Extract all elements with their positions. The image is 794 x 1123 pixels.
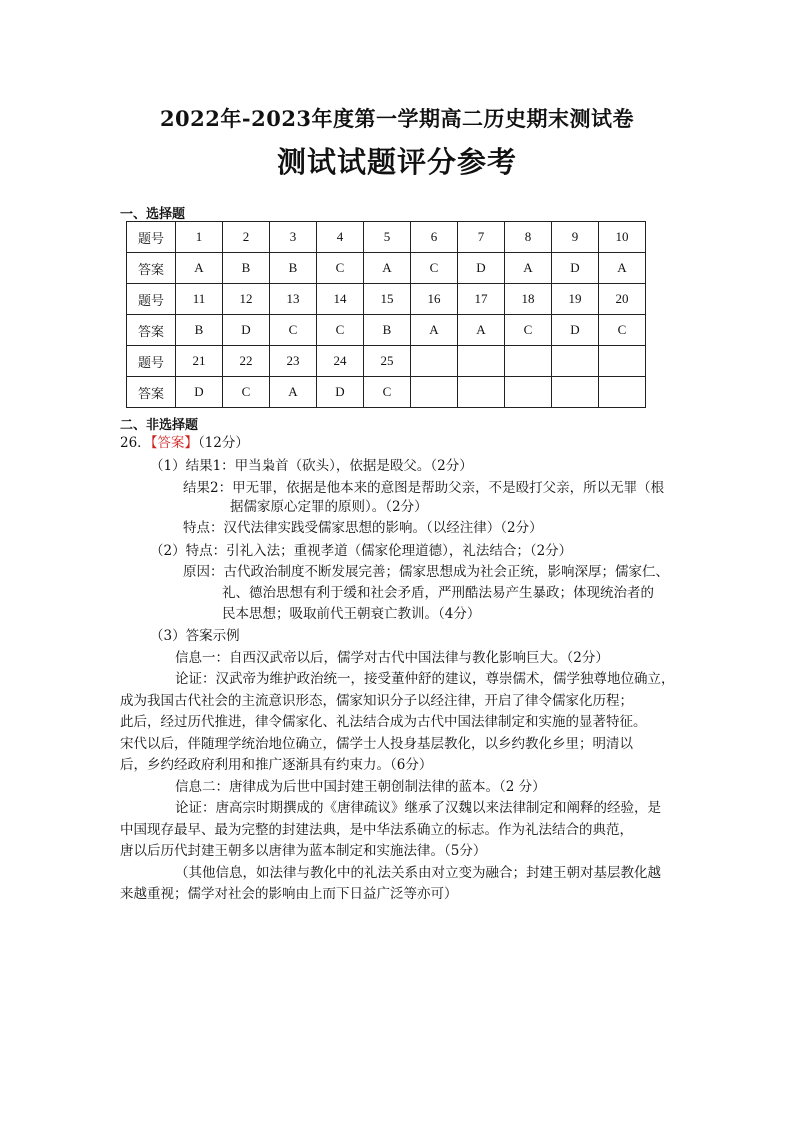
table-cell: 20 bbox=[599, 284, 646, 315]
table-cell: C bbox=[270, 315, 317, 346]
table-cell: 13 bbox=[270, 284, 317, 315]
table-cell: 22 bbox=[223, 346, 270, 377]
table-cell: A bbox=[411, 315, 458, 346]
table-row bbox=[127, 346, 646, 377]
answer-line: （3）答案示例 bbox=[150, 628, 240, 644]
table-row-header: 答案 bbox=[127, 377, 176, 408]
answer-line: 原因：古代政治制度不断发展完善；儒家思想成为社会正统，影响深厚；儒家仁、 bbox=[183, 564, 669, 580]
table-cell: 18 bbox=[505, 284, 552, 315]
table-cell: 12 bbox=[223, 284, 270, 315]
table-row bbox=[127, 377, 646, 408]
table-cell: A bbox=[458, 315, 505, 346]
answer-line: 后，乡约经政府利用和推广逐渐具有约束力。（6分） bbox=[120, 757, 433, 773]
answer-line: 宋代以后，伴随理学统治地位确立，儒学士人投身基层教化，以乡约教化乡里；明清以 bbox=[120, 736, 633, 752]
table-cell: 4 bbox=[317, 222, 364, 253]
question-number: 26． bbox=[120, 435, 151, 451]
answer-line: 民本思想；吸取前代王朝衰亡教训。（4分） bbox=[222, 606, 481, 622]
answer-line: 来越重视；儒学对社会的影响由上而下日益广泛等亦可） bbox=[120, 886, 458, 902]
answer-table bbox=[126, 221, 646, 408]
table-cell: 25 bbox=[364, 346, 411, 377]
table-cell: 21 bbox=[176, 346, 223, 377]
table-cell: 19 bbox=[552, 284, 599, 315]
table-row-header: 题号 bbox=[127, 346, 176, 377]
table-cell: 16 bbox=[411, 284, 458, 315]
table-cell: A bbox=[599, 253, 646, 284]
table-cell: 15 bbox=[364, 284, 411, 315]
answer-line: 据儒家原心定罪的原则）。（2分） bbox=[230, 499, 428, 515]
table-cell: 24 bbox=[317, 346, 364, 377]
answer-line: 信息二：唐律成为后世中国封建王朝创制法律的蓝本。（2 分） bbox=[175, 779, 546, 795]
table-cell: C bbox=[505, 315, 552, 346]
table-row-header: 答案 bbox=[127, 253, 176, 284]
table-cell: B bbox=[270, 253, 317, 284]
table-cell: D bbox=[176, 377, 223, 408]
table-row bbox=[127, 284, 646, 315]
table-cell bbox=[599, 377, 646, 408]
answer-line: 礼、德治思想有利于缓和社会矛盾，严刑酷法易产生暴政；体现统治者的 bbox=[222, 585, 654, 601]
table-cell bbox=[552, 346, 599, 377]
section-heading-choice: 一、选择题 bbox=[120, 207, 186, 222]
table-cell: C bbox=[599, 315, 646, 346]
table-row bbox=[127, 315, 646, 346]
table-cell: 3 bbox=[270, 222, 317, 253]
answer-line: 论证：汉武帝为维护政治统一，接受董仲舒的建议，尊崇儒术，儒学独尊地位确立， bbox=[175, 671, 675, 687]
answer-line: （1）结果1：甲当枭首（砍头），依据是殴父。（2分） bbox=[150, 458, 473, 474]
table-cell: A bbox=[176, 253, 223, 284]
table-cell: A bbox=[270, 377, 317, 408]
table-cell: A bbox=[505, 253, 552, 284]
table-row bbox=[127, 253, 646, 284]
table-cell bbox=[505, 377, 552, 408]
table-cell: B bbox=[176, 315, 223, 346]
table-cell: B bbox=[223, 253, 270, 284]
table-cell: D bbox=[552, 253, 599, 284]
table-cell bbox=[411, 377, 458, 408]
answer-line: 此后，经过历代推进，律令儒家化、礼法结合成为古代中国法律制定和实施的显著特征。 bbox=[120, 714, 647, 730]
table-row bbox=[127, 222, 646, 253]
table-cell: 7 bbox=[458, 222, 505, 253]
table-row-header: 答案 bbox=[127, 315, 176, 346]
table-cell: C bbox=[223, 377, 270, 408]
table-cell: 6 bbox=[411, 222, 458, 253]
table-cell: D bbox=[223, 315, 270, 346]
table-cell: D bbox=[552, 315, 599, 346]
table-cell: D bbox=[317, 377, 364, 408]
table-cell bbox=[505, 346, 552, 377]
answer-line: 唐以后历代封建王朝多以唐律为蓝本制定和实施法律。（5分） bbox=[120, 843, 487, 859]
exam-title: 2022年-2023年度第一学期高二历史期末测试卷 bbox=[159, 106, 635, 131]
table-cell bbox=[458, 346, 505, 377]
table-cell: 14 bbox=[317, 284, 364, 315]
table-cell: C bbox=[411, 253, 458, 284]
table-cell: D bbox=[458, 253, 505, 284]
exam-subtitle: 测试试题评分参考 bbox=[276, 145, 517, 179]
table-cell: 2 bbox=[223, 222, 270, 253]
answer-line: 中国现存最早、最为完整的封建法典，是中华法系确立的标志。作为礼法结合的典范， bbox=[120, 822, 633, 838]
table-cell bbox=[458, 377, 505, 408]
table-cell bbox=[411, 346, 458, 377]
table-cell: 17 bbox=[458, 284, 505, 315]
answer-line: （2）特点：引礼入法；重视孝道（儒家伦理道德），礼法结合；（2分） bbox=[150, 543, 573, 559]
table-cell bbox=[552, 377, 599, 408]
answer-line: 特点：汉代法律实践受儒家思想的影响。（以经注律）（2分） bbox=[183, 520, 543, 536]
table-cell: 1 bbox=[176, 222, 223, 253]
table-row-header: 题号 bbox=[127, 222, 176, 253]
table-cell: 11 bbox=[176, 284, 223, 315]
answer-line: （其他信息，如法律与教化中的礼法关系由对立变为融合；封建王朝对基层教化越 bbox=[175, 865, 661, 881]
table-cell: C bbox=[317, 253, 364, 284]
table-cell: 5 bbox=[364, 222, 411, 253]
answer-line: 论证：唐高宗时期撰成的《唐律疏议》继承了汉魏以来法律制定和阐释的经验，是 bbox=[175, 800, 661, 816]
table-cell: 10 bbox=[599, 222, 646, 253]
section-heading-nonchoice: 二、非选择题 bbox=[120, 418, 199, 433]
table-cell: 8 bbox=[505, 222, 552, 253]
table-cell: B bbox=[364, 315, 411, 346]
answer-tag: 【答案】 bbox=[150, 435, 198, 451]
q26-header bbox=[120, 435, 249, 451]
table-row-header: 题号 bbox=[127, 284, 176, 315]
answer-line: 信息一：自西汉武帝以后，儒学对古代中国法律与教化影响巨大。（2分） bbox=[175, 650, 609, 666]
table-cell: 23 bbox=[270, 346, 317, 377]
table-cell: 9 bbox=[552, 222, 599, 253]
table-cell: C bbox=[364, 377, 411, 408]
table-cell: C bbox=[317, 315, 364, 346]
question-score: （12分） bbox=[197, 435, 249, 451]
answer-line: 成为我国古代社会的主流意识形态，儒家知识分子以经注律，开启了律令儒家化历程； bbox=[120, 693, 633, 709]
table-cell bbox=[599, 346, 646, 377]
answer-line: 结果2：甲无罪，依据是他本来的意图是帮助父亲，不是殴打父亲，所以无罪（根 bbox=[183, 480, 665, 496]
table-cell: A bbox=[364, 253, 411, 284]
